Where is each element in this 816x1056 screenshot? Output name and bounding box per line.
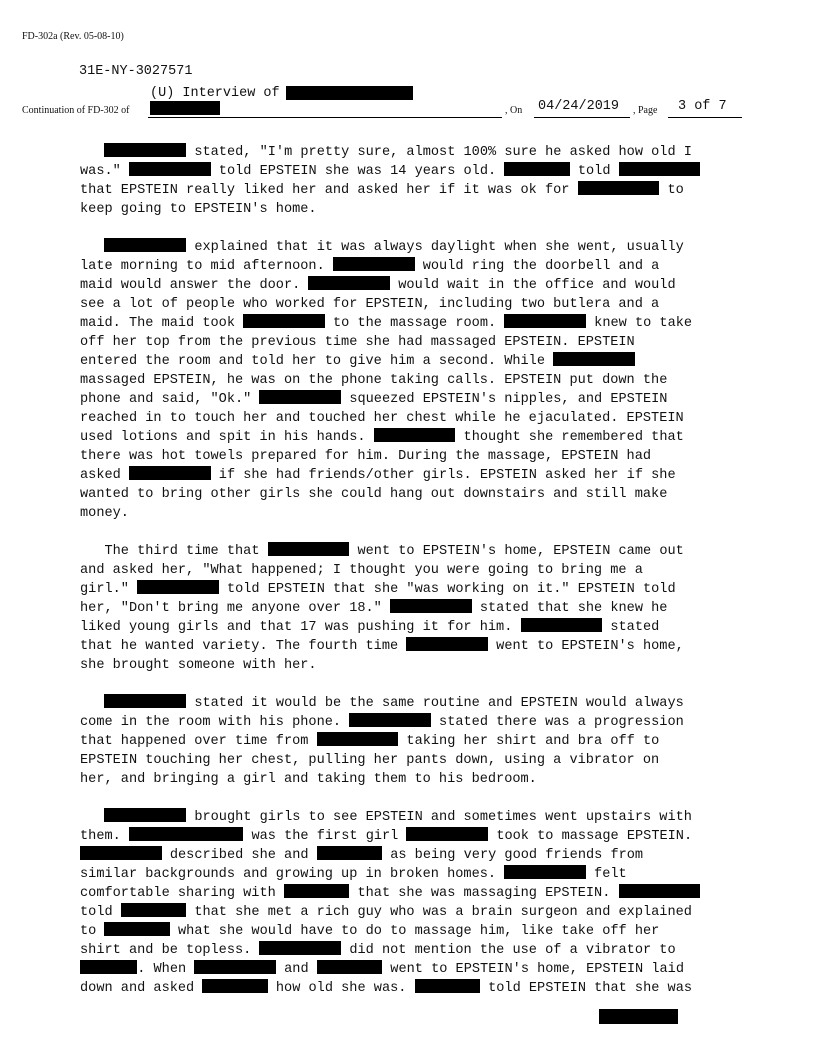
redaction-box xyxy=(259,941,341,955)
text-line: . When and went to EPSTEIN's home, EPSTEIN laid xyxy=(80,960,740,979)
text-line: down and asked how old she was. told EPSTEIN that she was xyxy=(80,981,693,996)
redaction-box xyxy=(286,86,413,100)
redaction-box xyxy=(243,314,325,328)
redaction-box xyxy=(129,162,211,176)
form-id: FD-302a (Rev. 05-08-10) xyxy=(22,31,124,42)
redaction-box xyxy=(284,884,349,898)
text-line: that EPSTEIN really liked her and asked her if it was ok for to xyxy=(80,183,684,198)
text-line: keep going to EPSTEIN's home. xyxy=(80,202,317,217)
on-label: , On xyxy=(505,105,523,116)
redaction-box xyxy=(104,922,169,936)
redaction-box xyxy=(317,846,382,860)
interview-date: 04/24/2019 xyxy=(538,99,620,114)
text-line: off her top from the previous time she had massaged EPSTEIN. EPSTEIN xyxy=(80,335,635,350)
redaction-box xyxy=(619,162,701,176)
text-line: money. xyxy=(80,506,129,521)
redaction-box xyxy=(121,903,186,917)
redaction-box xyxy=(333,257,415,271)
text-line: girl." told EPSTEIN that she "was working on it." EPSTEIN told xyxy=(80,582,676,597)
text-line: stated it would be the same routine and EPSTEIN would always xyxy=(80,694,740,713)
text-line: entered the room and told her to give him a second. While xyxy=(80,352,740,371)
text-line: them. was the first girl took to massage EPSTEIN. xyxy=(80,829,693,844)
redaction-box xyxy=(104,143,186,157)
redaction-box xyxy=(194,960,276,974)
text-line: described she and as being very good friends from xyxy=(80,846,740,865)
footer-redaction-box xyxy=(599,1009,678,1024)
redaction-box xyxy=(129,827,243,841)
paragraph xyxy=(80,694,740,789)
text-line: explained that it was always daylight when she went, usually xyxy=(80,238,740,257)
redaction-box xyxy=(317,732,399,746)
text-line: EPSTEIN touching her chest, pulling her pants down, using a vibrator on xyxy=(80,753,660,768)
redaction-box xyxy=(349,713,431,727)
text-line: asked if she had friends/other girls. EPSTEIN asked her if she xyxy=(80,468,676,483)
redaction-box xyxy=(202,979,267,993)
redaction-box xyxy=(390,599,472,613)
redaction-box xyxy=(259,390,341,404)
redaction-box xyxy=(104,694,186,708)
page-underline xyxy=(668,117,742,118)
redaction-box xyxy=(374,428,456,442)
text-line: told that she met a rich guy who was a brain surgeon and explained xyxy=(80,905,692,920)
text-line: used lotions and spit in his hands. thought she remembered that xyxy=(80,430,684,445)
text-line: wanted to bring other girls she could hang out downstairs and still make xyxy=(80,487,668,502)
text-line: stated, "I'm pretty sure, almost 100% sure he asked how old I xyxy=(80,143,740,162)
text-line: come in the room with his phone. stated there was a progression xyxy=(80,715,684,730)
text-line: brought girls to see EPSTEIN and sometimes went upstairs with xyxy=(80,808,740,827)
redaction-box xyxy=(415,979,480,993)
text-line: comfortable sharing with that she was massaging EPSTEIN. xyxy=(80,884,740,903)
redaction-box xyxy=(104,808,186,822)
redaction-box xyxy=(150,101,220,115)
document-body xyxy=(80,143,740,1017)
date-underline xyxy=(534,117,630,118)
page-label: , Page xyxy=(633,105,658,116)
paragraph xyxy=(80,238,740,523)
redaction-box xyxy=(80,960,137,974)
redaction-box xyxy=(80,846,162,860)
redaction-box xyxy=(406,827,488,841)
redaction-box xyxy=(104,238,186,252)
continuation-label: Continuation of FD-302 of xyxy=(22,105,130,116)
text-line: liked young girls and that 17 was pushing it for him. stated xyxy=(80,620,660,635)
paragraph xyxy=(80,808,740,998)
redaction-box xyxy=(308,276,390,290)
redaction-box xyxy=(619,884,701,898)
text-line: late morning to mid afternoon. would ring the doorbell and a xyxy=(80,259,660,274)
redaction-box xyxy=(317,960,382,974)
text-line: maid. The maid took to the massage room. knew to take xyxy=(80,316,693,331)
case-number: 31E-NY-3027571 xyxy=(79,64,193,79)
text-line: that happened over time from taking her shirt and bra off to xyxy=(80,734,660,749)
continuation-underline xyxy=(148,117,502,118)
text-line: there was hot towels prepared for him. During the massage, EPSTEIN had xyxy=(80,449,652,464)
text-line: maid would answer the door. would wait in the office and would xyxy=(80,278,676,293)
text-line: see a lot of people who worked for EPSTEIN, including two butlera and a xyxy=(80,297,660,312)
text-line: her, and bringing a girl and taking them to his bedroom. xyxy=(80,772,537,787)
redaction-box xyxy=(129,466,211,480)
page-number: 3 of 7 xyxy=(678,99,727,114)
text-line: and asked her, "What happened; I thought you were going to bring me a xyxy=(80,563,643,578)
text-line: shirt and be topless. did not mention the use of a vibrator to xyxy=(80,943,676,958)
text-line: massaged EPSTEIN, he was on the phone taking calls. EPSTEIN put down the xyxy=(80,373,668,388)
interview-label: (U) Interview of xyxy=(150,86,280,101)
redaction-box xyxy=(578,181,660,195)
redaction-box xyxy=(521,618,603,632)
redaction-box xyxy=(553,352,635,366)
paragraph xyxy=(80,542,740,675)
text-line: to what she would have to do to massage him, like take off her xyxy=(80,924,660,939)
redaction-box xyxy=(504,162,569,176)
paragraph xyxy=(80,143,740,219)
text-line: phone and said, "Ok." squeezed EPSTEIN's nipples, and EPSTEIN xyxy=(80,392,668,407)
text-line: was." told EPSTEIN she was 14 years old. told xyxy=(80,162,740,181)
text-line: The third time that went to EPSTEIN's home, EPSTEIN came out xyxy=(104,544,684,559)
text-line: her, "Don't bring me anyone over 18." stated that she knew he xyxy=(80,601,668,616)
text-line: she brought someone with her. xyxy=(80,658,317,673)
redaction-box xyxy=(137,580,219,594)
redaction-box xyxy=(504,865,586,879)
redaction-box xyxy=(406,637,488,651)
redaction-box xyxy=(268,542,350,556)
text-line: that he wanted variety. The fourth time went to EPSTEIN's home, xyxy=(80,639,684,654)
redaction-box xyxy=(504,314,586,328)
text-line: reached in to touch her and touched her chest while he ejaculated. EPSTEIN xyxy=(80,411,684,426)
text-line: similar backgrounds and growing up in broken homes. felt xyxy=(80,867,627,882)
